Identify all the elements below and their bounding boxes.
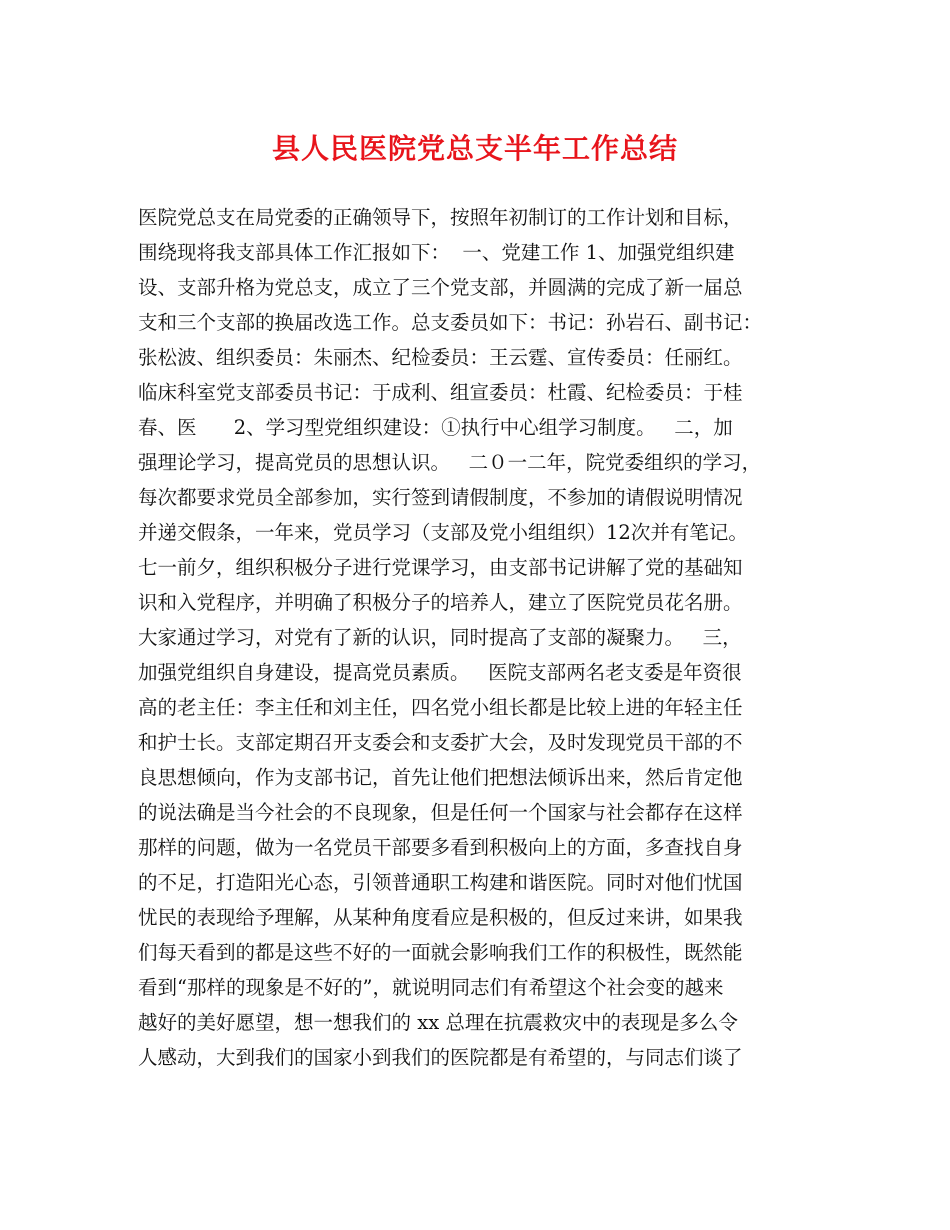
body-line: 加强党组织自身建设，提高党员素质。 医院支部两名老支委是年资很	[138, 661, 742, 684]
body-line: 临床科室党支部委员书记：于成利、组宣委员：杜霞、纪检委员：于桂	[138, 381, 743, 404]
body-line: 的说法确是当今社会的不良现象，但是任何一个国家与社会都存在这样	[138, 801, 743, 824]
body-line: 强理论学习，提高党员的思想认识。 二０一二年，院党委组织的学习，	[138, 451, 762, 474]
body-line: 设、支部升格为党总支，成立了三个党支部，并圆满的完成了新一届总	[138, 276, 743, 299]
document-body	[138, 200, 828, 1075]
body-line: 大家通过学习，对党有了新的认识，同时提高了支部的凝聚力。 三，	[138, 626, 742, 649]
body-line: 高的老主任：李主任和刘主任，四名党小组长都是比较上进的年轻主任	[138, 696, 743, 719]
body-line: 围绕现将我支部具体工作汇报如下： 一、党建工作 1、加强党组织建	[138, 241, 735, 264]
body-line: 并递交假条，一年来，党员学习（支部及党小组组织）12次并有笔记。	[138, 521, 748, 544]
body-line: 忧民的表现给予理解，从某种角度看应是积极的，但反过来讲，如果我	[138, 906, 743, 929]
document-title: 县人民医院党总支半年工作总结	[271, 132, 678, 165]
body-line: 人感动，大到我们的国家小到我们的医院都是有希望的，与同志们谈了	[138, 1046, 743, 1069]
body-line: 七一前夕，组织积极分子进行党课学习，由支部书记讲解了党的基础知	[138, 556, 743, 579]
body-line: 的不足，打造阳光心态，引领普通职工构建和谐医院。同时对他们忧国	[138, 871, 743, 894]
body-line: 张松波、组织委员：朱丽杰、纪检委员：王云霆、宣传委员：任丽红。	[138, 346, 743, 369]
body-line: 每次都要求党员全部参加，实行签到请假制度，不参加的请假说明情况	[138, 486, 743, 509]
body-line: 识和入党程序，并明确了积极分子的培养人，建立了医院党员花名册。	[138, 591, 743, 614]
body-line: 医院党总支在局党委的正确领导下，按照年初制订的工作计划和目标，	[138, 206, 743, 229]
body-line: 支和三个支部的换届改选工作。总支委员如下：书记：孙岩石、副书记：	[138, 311, 763, 334]
body-line: 们每天看到的都是这些不好的一面就会影响我们工作的积极性，既然能	[138, 941, 743, 964]
body-line: 那样的问题，做为一名党员干部要多看到积极向上的方面，多查找自身	[138, 836, 743, 859]
body-line: 良思想倾向，作为支部书记，首先让他们把想法倾诉出来，然后肯定他	[138, 766, 743, 789]
body-line: 春、医 2、学习型党组织建设：①执行中心组学习制度。 二，加	[138, 416, 733, 439]
body-line: 看到“那样的现象是不好的”，就说明同志们有希望这个社会变的越来	[138, 976, 724, 999]
body-line: 越好的美好愿望，想一想我们的 xx 总理在抗震救灾中的表现是多么令	[138, 1011, 738, 1034]
body-line: 和护士长。支部定期召开支委会和支委扩大会，及时发现党员干部的不	[138, 731, 743, 754]
